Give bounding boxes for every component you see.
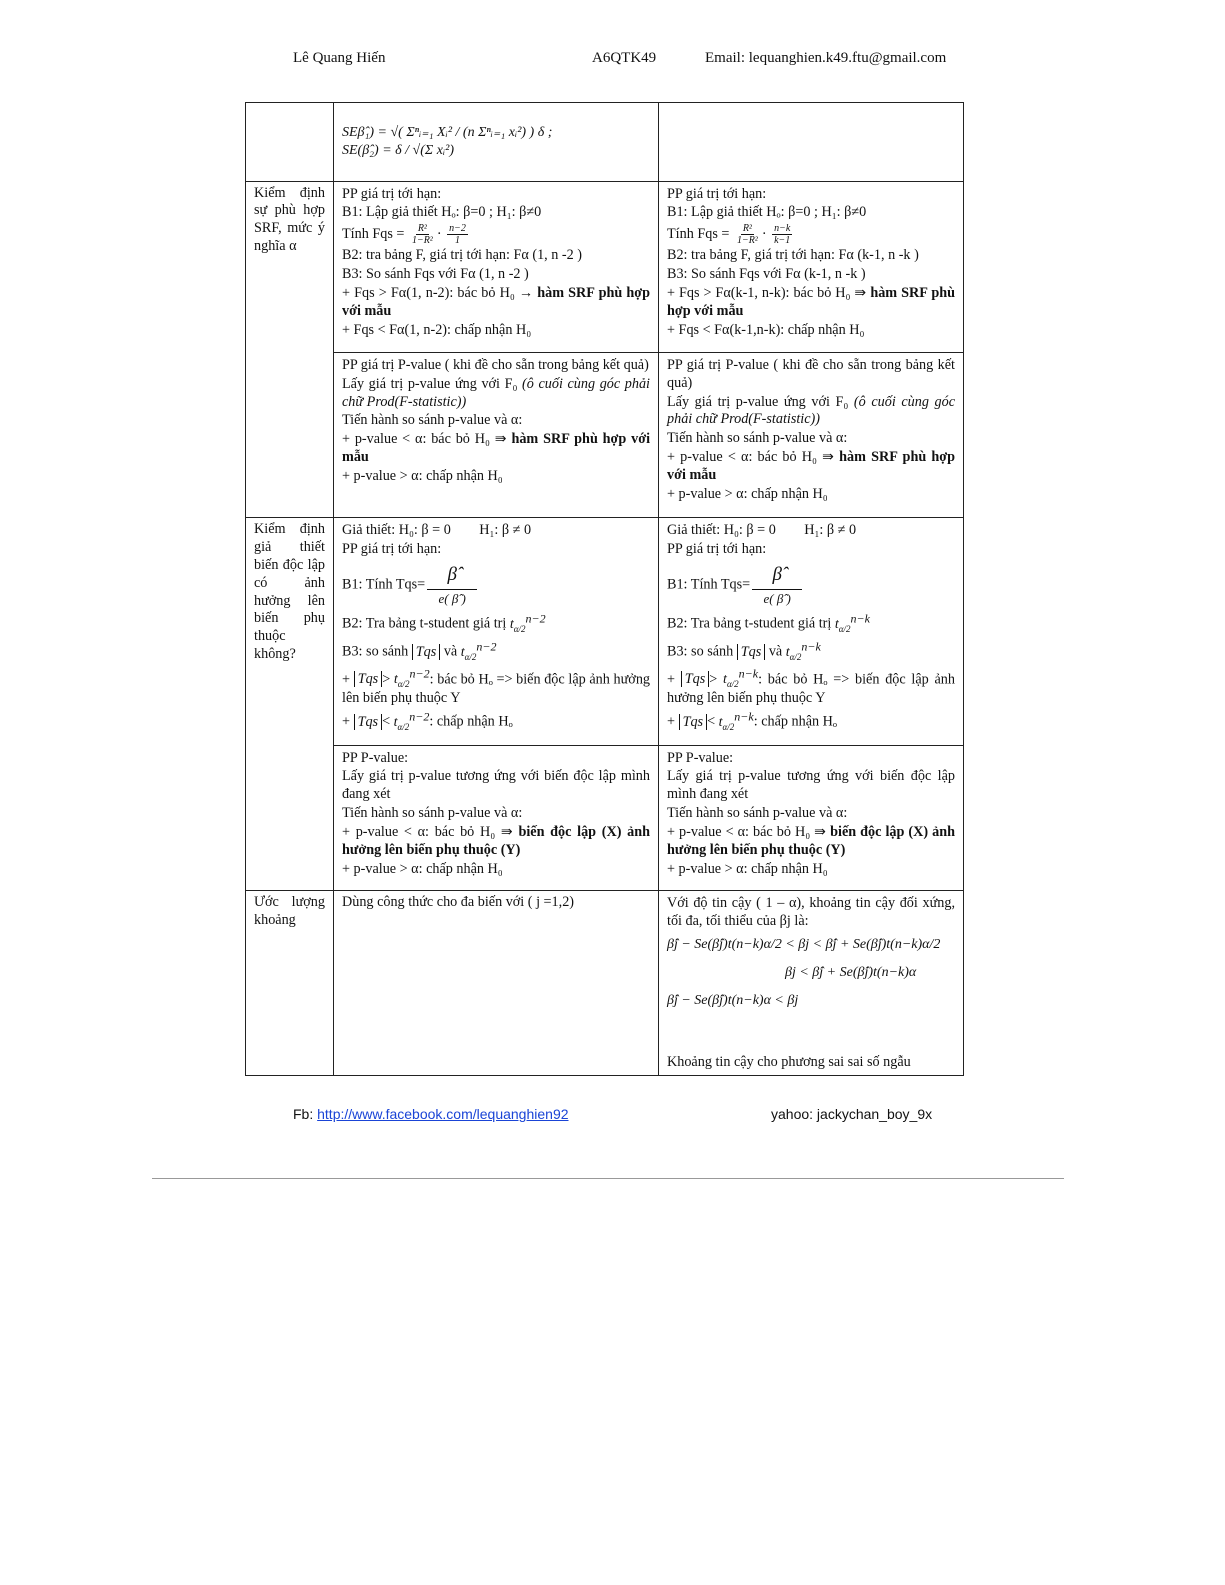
interval-multi (659, 890, 964, 1075)
compare-line: Tiến hành so sánh p-value và α: (667, 805, 848, 822)
method-title: PP P-value: (667, 749, 734, 766)
accept-condition: + Fqs < Fα(k-1,n-k): chấp nhận H₀ (667, 321, 865, 338)
take-pvalue: Lấy giá trị p-value tương ứng với biến độc lập mình đang xét (667, 768, 955, 803)
variance-interval-text: Khoảng tin cậy cho phương sai sai số ngẫu (667, 1054, 911, 1071)
accept-condition: + p-value > α: chấp nhận H₀ (342, 468, 503, 485)
confidence-intro: Với độ tin cậy ( 1 – α), khoảng tin cậy đối xứng, tối đa, tối thiểu của βj là: (667, 894, 955, 929)
step-b1: B1: Tính Tqs= β̂ e( β̂ ) (667, 563, 955, 607)
reject-condition: + p-value < α: bác bỏ H₀ ⇛ biến độc lập (X) ảnh hưởng lên biến phụ thuộc (Y) (667, 824, 956, 859)
reject-condition: + Tqs > $t_{\alpha/2}^{n-2}$: bác bỏ Hₒ => biến độc lập ảnh hưởng lên biến phụ thuộc Y (342, 666, 651, 707)
take-pvalue: Lấy giá trị p-value ứng với F₀ (ô cuối cùng góc phải chữ Prod(F-statistic)) (667, 393, 955, 428)
reject-condition: + Fqs > Fα(1, n-2): bác bỏ H₀ → hàm SRF phù hợp với mẫu (342, 285, 651, 320)
t-test-simple (334, 517, 659, 745)
accept-condition: + Tqs < $t_{\alpha/2}^{n-2}$: chấp nhận Hₒ (342, 709, 513, 732)
label-srf-test: Kiểm định sự phù hợp SRF, mức ý nghĩa α (246, 181, 334, 517)
label-t-test: Kiểm định giả thiết biến độc lập có ảnh hưởng lên biến phụ thuộc không? (246, 517, 334, 890)
se-beta1-formula: SEβ̂₁) = √( Σⁿᵢ₌₁ Xᵢ² / (n Σⁿᵢ₌₁ xᵢ²) ) δ ; (342, 125, 553, 141)
fqs-formula: Tính Fqs = $\frac{\text{R²}}{\text{1−R²}}$ · $\frac{n-2}{1}$ (342, 223, 466, 247)
se-beta2-formula: SE(β̂₂) = δ / √(Σ xᵢ²) (342, 143, 455, 159)
table-row (246, 181, 964, 352)
upper-bound-interval: βj < β̂j + Se(β̂j)t(n−k)α (785, 965, 917, 981)
label-interval-estimate: Ước lượng khoảng (246, 890, 334, 1075)
method-title: PP giá trị P-value ( khi đề cho sẵn trong bảng kết quả) (667, 356, 955, 391)
accept-condition: + p-value > α: chấp nhận H₀ (342, 860, 503, 877)
reject-condition: + p-value < α: bác bỏ H₀ ⇛ hàm SRF phù hợp với mẫu (667, 449, 956, 484)
step-b3: B3: so sánh Tqs và $t_{\alpha/2}^{n-2}$ (342, 638, 497, 662)
take-pvalue: Lấy giá trị p-value ứng với F₀ (ô cuối cùng góc phải chữ Prod(F-statistic)) (342, 375, 651, 410)
table-row (246, 103, 964, 182)
compare-line: Tiến hành so sánh p-value và α: (342, 805, 523, 822)
reject-condition: + Fqs > Fα(k-1, n-k): bác bỏ H₀ ⇛ hàm SRF phù hợp với mẫu (667, 285, 956, 320)
label-cell-empty (246, 103, 334, 182)
footer-facebook: Fb: http://www.facebook.com/lequanghien92 (293, 1106, 569, 1122)
two-sided-interval: β̂j − Se(β̂j)t(n−k)α/2 < βj < β̂j + Se(β̂j)t(n−k)α/2 (667, 937, 941, 953)
method-title: PP P-value: (342, 749, 409, 766)
step-b1: B1: Tính Tqs= β̂ e( β̂ ) (342, 563, 650, 607)
accept-condition: + p-value > α: chấp nhận H₀ (667, 860, 828, 877)
header-class-code: A6QTK49 (592, 50, 657, 66)
pvalue-t-multi (659, 745, 964, 890)
accept-condition: + Fqs < Fα(1, n-2): chấp nhận H₀ (342, 321, 532, 338)
step-b3: B3: So sánh Fqs với Fα (k-1, n -k ) (667, 266, 866, 283)
t-test-multi (659, 517, 964, 745)
hypothesis: Giả thiết: H₀: β = 0 H₁: β ≠ 0 (342, 521, 532, 538)
table-row (246, 890, 964, 1075)
step-b2: B2: Tra bảng t-student giá trị $t_{\alpha/2}^{n-2}$ (342, 611, 546, 634)
step-b3: B3: so sánh Tqs và $t_{\alpha/2}^{n-k}$ (667, 638, 821, 662)
step-b2: B2: Tra bảng t-student giá trị $t_{\alpha/2}^{n-k}$ (667, 611, 870, 634)
pvalue-t-simple (334, 745, 659, 890)
table-row (246, 352, 964, 517)
step-b1: B1: Lập giả thiết Hₒ: β=0 ; H₁: β≠0 (667, 204, 867, 221)
header-author: Lê Quang Hiến (293, 50, 386, 66)
accept-condition: + Tqs < $t_{\alpha/2}^{n-k}$: chấp nhận Hₒ (667, 709, 837, 732)
step-b2: B2: tra bảng F, giá trị tới hạn: Fα (1, n -2 ) (342, 247, 582, 264)
reject-condition: + Tqs > $t_{\alpha/2}^{n-k}$: bác bỏ Hₒ => biến độc lập ảnh hưởng lên biến phụ thuộc Y (667, 666, 955, 707)
footer-yahoo: yahoo: jackychan_boy_9x (771, 1106, 933, 1122)
fqs-formula: Tính Fqs = $\frac{\text{R²}}{\text{1−R²}}$ · $\frac{n-k}{k-1}$ (667, 223, 791, 247)
pvalue-srf-multi (659, 352, 964, 517)
reject-condition: + p-value < α: bác bỏ H₀ ⇛ hàm SRF phù hợp với mẫu (342, 431, 651, 466)
facebook-link[interactable]: http://www.facebook.com/lequanghien92 (317, 1106, 569, 1122)
lower-bound-interval: β̂j − Se(β̂j)t(n−k)α < βj (667, 992, 799, 1008)
method-title: PP giá trị tới hạn: (667, 540, 767, 557)
method-title: PP giá trị tới hạn: (342, 540, 442, 557)
se-formula-cell (334, 103, 659, 182)
page-divider (152, 1178, 1064, 1179)
table-row (246, 745, 964, 890)
interval-simple: Dùng công thức cho đa biến với ( j =1,2) (334, 890, 659, 1075)
formula-table (245, 102, 964, 1076)
critical-value-srf-simple (334, 181, 659, 352)
step-b1: B1: Lập giả thiết Hₒ: β=0 ; H₁: β≠0 (342, 204, 542, 221)
take-pvalue: Lấy giá trị p-value tương ứng với biến độc lập mình đang xét (342, 768, 650, 803)
critical-value-srf-multi (659, 181, 964, 352)
pvalue-srf-simple (334, 352, 659, 517)
accept-condition: + p-value > α: chấp nhận H₀ (667, 486, 828, 503)
empty-cell (659, 103, 964, 182)
compare-line: Tiến hành so sánh p-value và α: (667, 430, 848, 447)
table-row (246, 517, 964, 745)
method-title: PP giá trị tới hạn: (342, 185, 442, 202)
hypothesis: Giả thiết: H₀: β = 0 H₁: β ≠ 0 (667, 521, 857, 538)
method-title: PP giá trị tới hạn: (667, 185, 767, 202)
header-email: Email: lequanghien.k49.ftu@gmail.com (705, 50, 947, 66)
step-b3: B3: So sánh Fqs với Fα (1, n -2 ) (342, 266, 529, 283)
method-title: PP giá trị P-value ( khi đề cho sẵn trong bảng kết quả) (342, 356, 649, 373)
step-b2: B2: tra bảng F, giá trị tới hạn: Fα (k-1, n -k ) (667, 247, 919, 264)
compare-line: Tiến hành so sánh p-value và α: (342, 412, 523, 429)
reject-condition: + p-value < α: bác bỏ H₀ ⇛ biến độc lập (X) ảnh hưởng lên biến phụ thuộc (Y) (342, 824, 651, 859)
